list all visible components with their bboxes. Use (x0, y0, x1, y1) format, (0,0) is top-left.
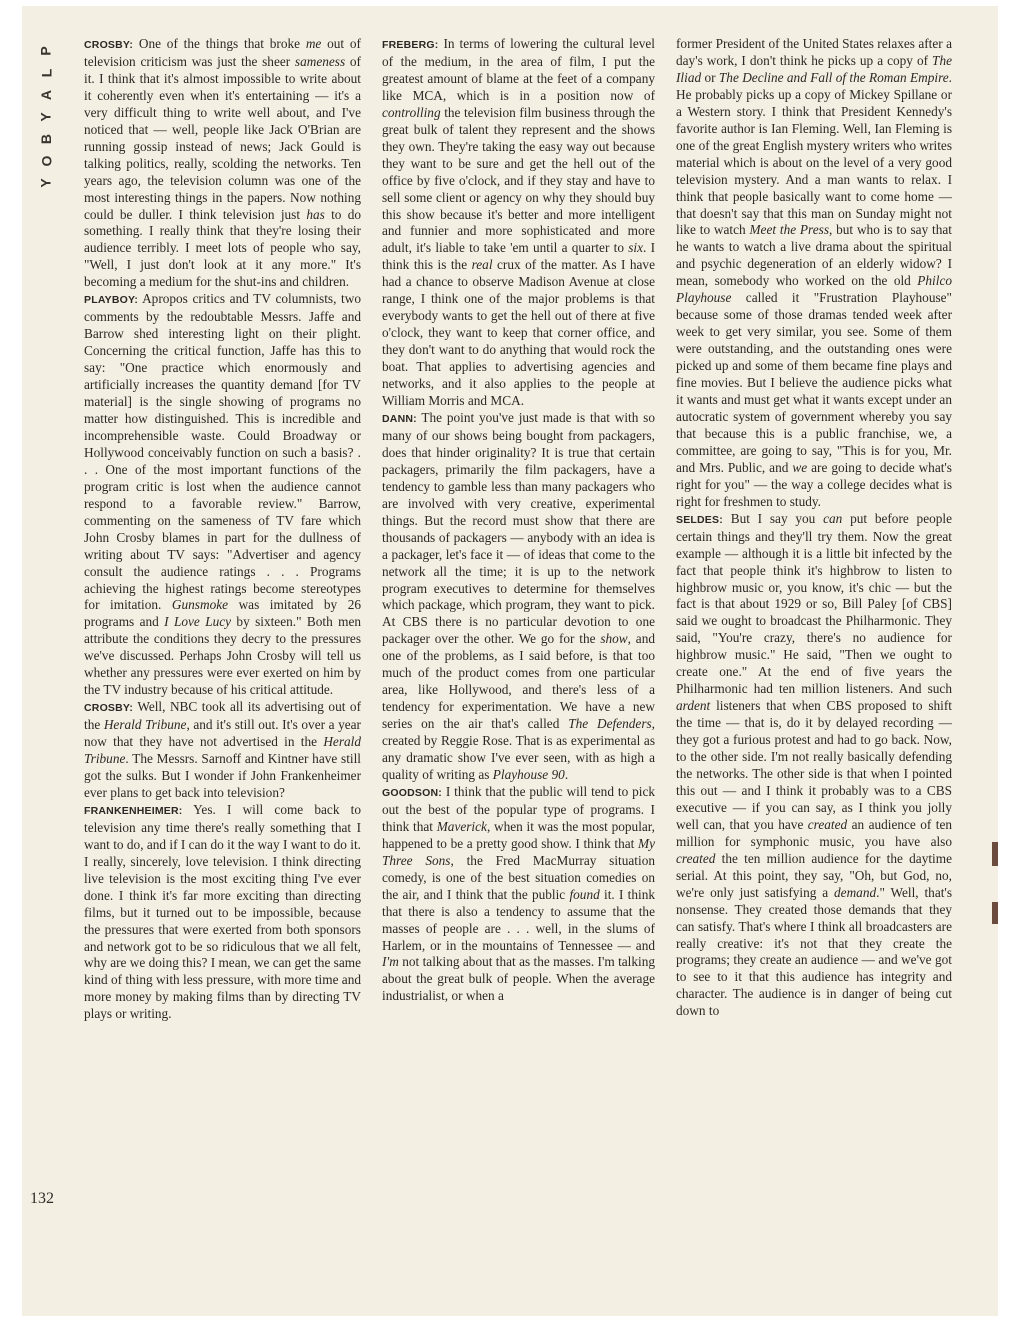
italic-title: can (823, 510, 843, 526)
speaker-label: PLAYBOY: (84, 294, 139, 307)
paragraph: former President of the United States relaxes after a day's work, I don't think he picks up a copy of The Iliad or The Decline and Fall of the Roman Empire. He probably picks up a copy of Mickey Spillane or a Western story. I think that President Kennedy's favorite author is Ian Fleming. Well, Ian Fleming is one of the great English mystery writers who writes material which is about on the level of a very good television mystery. And a man wants to relax. I think that people basically want to come home — that doesn't say that this man on Sunday might not like to watch Meet the Press, but who is to say that he wants to watch a live drama about the spiritual and psychic degeneration of an elderly widow? I mean, somebody who worked on the old Philco Playhouse called it "Frustration Playhouse" because some of those dramas tended week after week to get very similar, you see. Some of them were outstanding, and the outstanding ones were picked up and some of them became fine plays and fine movies. But I believe the audience picks what it wants and must get what it wants except under an autocratic system of government whereby you say that because this is a public franchise, we, a committee, are going to say, "This is for you, Mr. and Mrs. Public, and we are going to decide what's right for you" — the way a college decides what is right for freshmen to study. (676, 36, 952, 509)
italic-title: I Love Lucy (164, 614, 232, 630)
speaker-label: GOODSON: (382, 786, 442, 799)
speaker-label: SELDES: (676, 513, 723, 526)
magazine-page (22, 6, 998, 1316)
italic-title: created (676, 850, 716, 866)
italic-title: has (306, 206, 325, 222)
italic-title: Maverick (436, 818, 487, 834)
speaker-label: DANN: (382, 412, 417, 425)
edge-color-mark (992, 842, 998, 866)
paragraph: CROSBY: One of the things that broke me out of television criticism was just the sheer sameness of it. I think that it's almost impossible to write about it coherently even when it's entertaining — it's a very difficult thing to write well about, and I've noticed that — well, people like Jack O'Brian are running gossip instead of news; Jack Gould is talking politics, really, scolding the networks. Ten years ago, the television column was one of the most interesting things in the papers. Now nothing could be duller. I think television just has to do something. I really think that they're losing their audience terribly. I meet lots of people who say, "Well, I just don't look at it any more." It's becoming a medium for the shut-ins and children. (84, 36, 361, 290)
magazine-name-tab: P L A Y B O Y (37, 46, 54, 188)
italic-title: created (807, 816, 848, 832)
text-column-1 (84, 36, 361, 1276)
text-column-3 (676, 36, 952, 1276)
italic-title: controlling (382, 104, 441, 120)
italic-title: Meet the Press (749, 222, 829, 238)
paragraph: FREBERG: In terms of lowering the cultural level of the medium, in the area of film, I put the greatest amount of blame at the feet of a company like MCA, which is in a position now of controlling the television film business through the great bulk of talent they represent and the shows they own. They're taking the easy way out because they want to be sure and get the hell out of the office by five o'clock, and if they stay and have to sell some client or agency on why they should buy this show because it's better and more intelligent and funnier and more sophisticated and more adult, it's liable to take 'em until a quarter to six. I think this is the real crux of the matter. As I have had a chance to observe Madison Avenue at close range, I think one of the major problems is that everybody wants to get the hell out of there at five o'clock, they want to keep that corner office, and they don't want to do anything that would rock the boat. That applies to advertising agencies and networks, and it also applies to the people at William Morris and MCA. (382, 36, 655, 409)
italic-title: show (600, 631, 628, 647)
italic-title: me (305, 36, 322, 51)
italic-title: The Defenders (568, 716, 652, 732)
paragraph: SELDES: But I say you can put before people certain things and they'll try them. Now the great example — although it is a little bit infected by the fact that people think it's highbrow to listen to highbrow music or, you know, it's chic — but the fact is that about 1929 or so, Bill Paley [of CBS] said we ought to broadcast the Philharmonic. They said, "You're crazy, there's no audience for highbrow music." He said, "Then we ought to create one." At the end of five years the Philharmonic had ten million listeners. And such ardent listeners that when CBS proposed to shift the time — that is, do it by delayed recording — they got a furious protest and had to go back. Now, to the other side. I'm not really basically defending the networks. The other side is that when I pointed this out — and I think it probably was to a CBS executive — if you can say, as I think you jolly well can, that you have created an audience of ten million for symphonic music, you have also created the ten million audience for the daytime serial. At this point, they say, "Oh, but God, no, we're only just satisfying a demand." Well, that's nonsense. They created those demands that they can satisfy. That's where I think all broadcasters are really creative: it's not that they create the programs; they create an audience — and we've got to see to it that this audience has integrity and character. The audience is in danger of being cut down to (676, 510, 952, 1019)
italic-title: six (628, 240, 643, 256)
italic-title: found (569, 886, 600, 902)
italic-title: demand (834, 884, 877, 900)
speaker-label: CROSBY: (84, 702, 134, 715)
paragraph: DANN: The point you've just made is that with so many of our shows being bought from packagers, does that hinder originality? It is true that certain packagers, primarily the film packagers, have a tendency to gamble less than many packagers who are involved with very creative, experimental things. But the record must show that there are thousands of packagers — anybody with an idea is a packager, let's face it — of ideas that come to the network all the time; it is up to the network program executives to determine for themselves which package, which program, they want to pick. At CBS there is no particular devotion to one packager over the other. We go for the show, and one of the problems, as I said before, is that too much of the product comes from one particular area, like Hollywood, and there's less of a tendency for experimentation. We have a new series on the air that's called The Defenders, created by Reggie Rose. That is as experimental as any dramatic show I've ever seen, with as high a quality of writing as Playhouse 90. (382, 409, 655, 782)
text-column-2 (382, 36, 655, 1276)
italic-title: we (792, 459, 808, 475)
paragraph: CROSBY: Well, NBC took all its advertising out of the Herald Tribune, and it's still out. It's over a year now that they have not advertised in the Herald Tribune. The Messrs. Sarnoff and Kintner have still got the sulks. But I wonder if John Frankenheimer ever plans to get back into television? (84, 699, 361, 800)
paragraph: PLAYBOY: Apropos critics and TV columnists, two comments by the redoubtable Messrs. Jaffe and Barrow shed interesting light on their plight. Concerning the critical function, Jaffe has this to say: "One practice which enormously and artificially increases the quantity demand [for TV material] is the single showing of programs no matter how distinguished. This is incredible and incomprehensible waste. Could Broadway or Hollywood conceivably function on such a basis? . . . One of the most important functions of the program critic is lost when the audience cannot respond to a favorable review." Barrow, commenting on the sameness of TV fare which John Crosby blames in part for the dullness of writing about TV says: "Advertiser and agency consult the audience ratings . . . Programs achieving the highest ratings become stereotypes for imitation. Gunsmoke was imitated by 26 programs and I Love Lucy by sixteen." Both men attribute the conditions they decry to the pressures we've discussed. Perhaps John Crosby will tell us whether any pressures were ever exerted on him by the TV industry because of his critical attitude. (84, 291, 361, 698)
italic-title: ardent (676, 698, 711, 714)
italic-title: Herald Tribune (84, 734, 361, 767)
paragraph: FRANKENHEIMER: Yes. I will come back to television any time there's really something that I want to do, and if I can do it the way I want to do it. I really, sincerely, love television. I think directing live television is the most exciting thing I've ever done. I think it's far more exciting than directing films, but it turned out to be impossible, because the pressures that were exerted from both sponsors and network got to be so ridiculous that we all felt, why are we doing this? I mean, we can get the same kind of thing with less pressure, with more time and more money by making films than by directing TV plays or writing. (84, 801, 361, 1022)
speaker-label: FREBERG: (382, 39, 439, 51)
italic-title: Herald Tribune (103, 717, 187, 733)
italic-title: Gunsmoke (171, 597, 229, 613)
italic-title: The Decline and Fall of the Roman Empire (718, 69, 949, 85)
paragraph: GOODSON: I think that the public will tend to pick out the best of the popular type of programs. I think that Maverick, when it was the most popular, happened to be a pretty good show. I think that My Three Sons, the Fred MacMurray situation comedy, is one of the best situation comedies on the air, and I think that the public found it. I think that there is also a tendency to assume that the masses of people are . . . well, in the slums of Harlem, or in the mountains of Tennessee — and I'm not talking about that as the masses. I'm talking about the great bulk of people. When the average industrialist, or when a (382, 783, 655, 1004)
italic-title: My Three Sons (382, 835, 655, 868)
italic-title: Playhouse 90 (492, 766, 565, 782)
italic-title: The Iliad (676, 52, 952, 85)
speaker-label: CROSBY: (84, 39, 134, 51)
italic-title: Philco Playhouse (676, 273, 952, 306)
italic-title: I'm (382, 954, 399, 970)
italic-title: sameness (294, 53, 346, 69)
edge-color-mark (992, 902, 998, 924)
page-number: 132 (30, 1190, 54, 1207)
italic-title: real (471, 257, 493, 273)
speaker-label: FRANKENHEIMER: (84, 804, 183, 817)
